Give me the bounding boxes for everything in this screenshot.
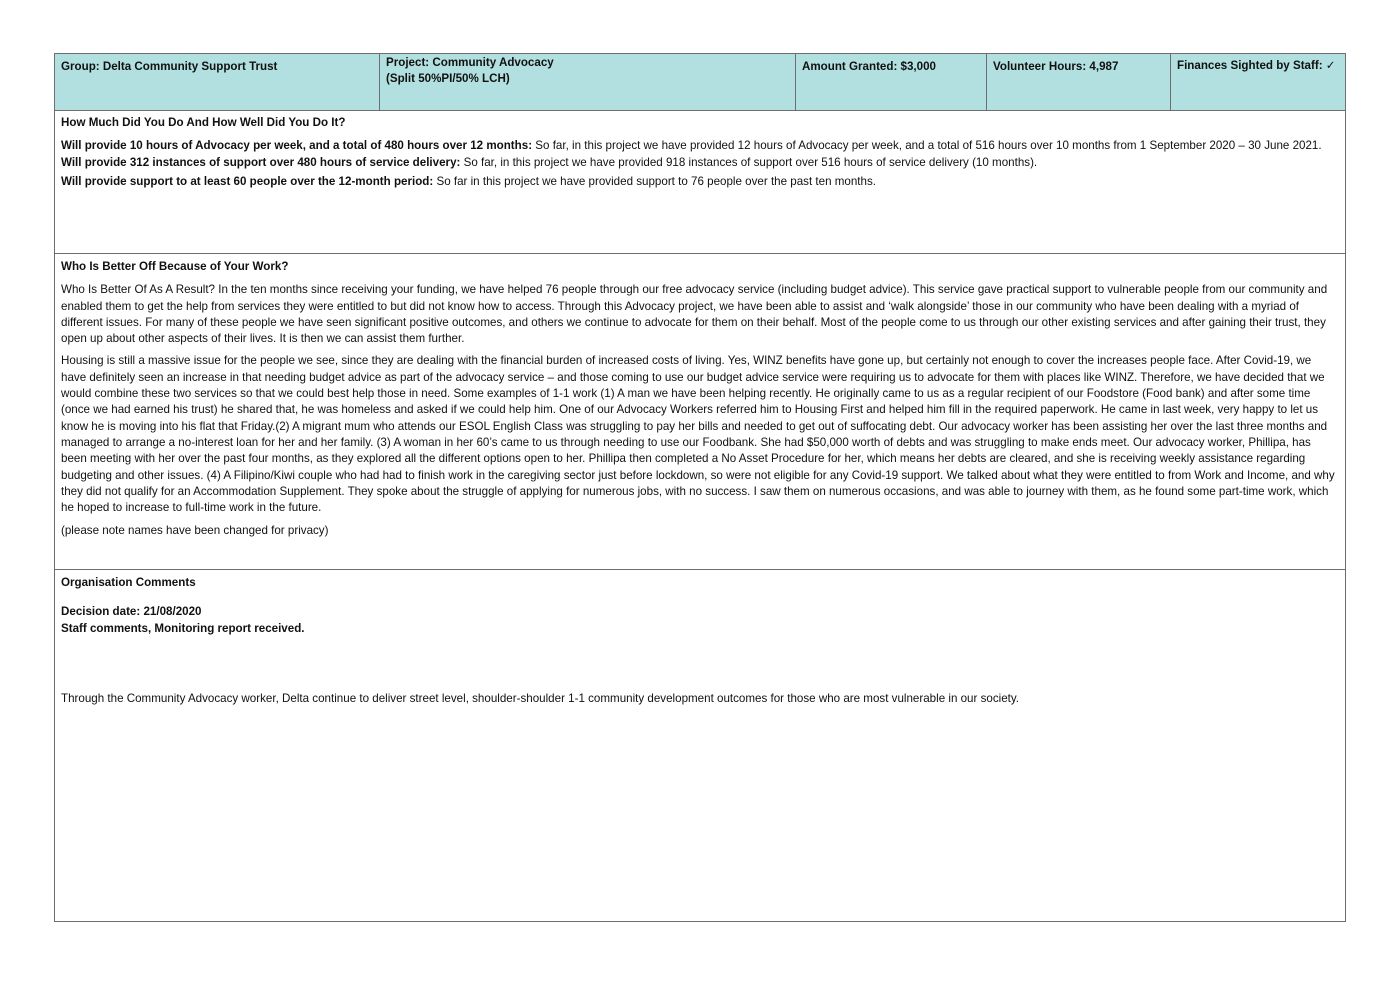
project-split: (Split 50%PI/50% LCH) [386, 72, 510, 86]
section-heading: How Much Did You Do And How Well Did You Do It? [61, 116, 346, 129]
finances-sighted: Finances Sighted by Staff: ✓ [1177, 59, 1336, 72]
amount-granted: Amount Granted: $3,000 [802, 60, 937, 73]
outcome-target: Will provide 312 instances of support over 480 hours of service delivery: [61, 155, 461, 169]
privacy-note: (please note names have been changed for privacy) [61, 524, 329, 538]
outcome-target: Will provide support to at least 60 people over the 12-month period: [61, 174, 434, 188]
outcome-result: So far, in this project we have provided 918 instances of support over 516 hours of service delivery (10 months). [460, 155, 1038, 169]
section-organisation-comments [55, 570, 1345, 922]
section-heading: Organisation Comments [61, 576, 196, 589]
project-name: Project: Community Advocacy [386, 56, 554, 69]
report-header-row [55, 54, 1345, 111]
section-how-much [55, 111, 1345, 254]
section-better-off [55, 254, 1345, 570]
section-heading: Who Is Better Off Because of Your Work? [61, 260, 289, 273]
group-cell [55, 54, 380, 110]
outcome-item [61, 174, 1339, 190]
outcome-result: So far in this project we have provided support to 76 people over the past ten months. [433, 174, 876, 188]
group-name: Group: Delta Community Support Trust [61, 60, 278, 73]
report-table [54, 53, 1346, 922]
outcome-target: Will provide 10 hours of Advocacy per week, and a total of 480 hours over 12 months: [61, 139, 533, 153]
outcome-item [61, 155, 1339, 171]
outcome-result: So far, in this project we have provided 12 hours of Advocacy per week, and a total of 516 hours over 10 months from 1 September 2020 – 30 June 2021. [532, 139, 1322, 153]
organisation-comment: Through the Community Advocacy worker, Delta continue to deliver street level, shoulder-shoulder 1-1 community development outcomes for those who are most vulnerable in our society. [61, 691, 1020, 705]
amount-cell [796, 54, 987, 110]
outcome-item [61, 138, 1339, 154]
volunteer-hours: Volunteer Hours: 4,987 [993, 60, 1119, 73]
decision-date: Decision date: 21/08/2020 [61, 605, 202, 619]
finances-cell [1171, 54, 1345, 110]
volunteer-hours-cell [987, 54, 1171, 110]
project-cell [380, 54, 796, 110]
staff-comments: Staff comments, Monitoring report received. [61, 621, 305, 635]
body-paragraph: Who Is Better Of As A Result? In the ten months since receiving your funding, we have helped 76 people through our free advocacy service (including budget advice). This service gave practical support to vulnerable people from our community and enabled them to get the help from services they were entitled to but did not know how to access. Through this Advocacy project, we have been able to assist and ‘walk alongside’ those in our community who have been dealing with a myriad of different issues. For many of these people we have seen significant positive outcomes, and others we continue to advocate for them on their behalf. Most of the people come to us through our other existing services and after gaining their trust, they open up about other aspects of their lives. It is then we can assist them further. [61, 283, 1328, 346]
body-paragraph: Housing is still a massive issue for the people we see, since they are dealing with the financial burden of increased costs of living. Yes, WINZ benefits have gone up, but certainly not enough to cover the increases people face. After Covid-19, we have definitely seen an increase in that needing budget advice as part of the advocacy service – and those coming to use our budget advice service were requiring us to advocate for them with places like WINZ. Therefore, we have decided that we would combine these two services so that we could best help those in need. Some examples of 1-1 work (1) A man we have been helping recently. He originally came to us as a regular recipient of our Foodstore (Food bank) and after some time (once we had earned his trust) he shared that, he was homeless and asked if we could help him. One of our Advocacy Workers referred him to Housing First and helped him fill in the required paperwork. He came in last week, very happy to let us know he is moving into his flat that Friday.(2) A migrant mum who attends our ESOL English Class was struggling to pay her bills and needed to get out of suffocating debt. Our advocacy worker has been assisting her over the last three months and managed to arrange a no-interest loan for her and her family. (3) A woman in her 60’s came to us through needing to use our Foodbank. She had $50,000 worth of debts and was struggling to make ends meet. Our advocacy worker, Phillipa, has been meeting with her over the past four months, as they explored all the different options open to her. Phillipa then completed a No Asset Procedure for her, which means her debts are cleared, and she is receiving weekly assistance regarding budgeting and other issues. (4) A Filipino/Kiwi couple who had had to finish work in the caregiving sector just before lockdown, so were not eligible for any Covid-19 support. We talked about what they were entitled to from Work and Income, and why they did not qualify for an Accommodation Supplement. They spoke about the struggle of applying for numerous jobs, with no success. I saw them on numerous occasions, and was able to journey with them, as he found some part-time work, which he hoped to increase to full-time work in the future. [61, 354, 1335, 515]
